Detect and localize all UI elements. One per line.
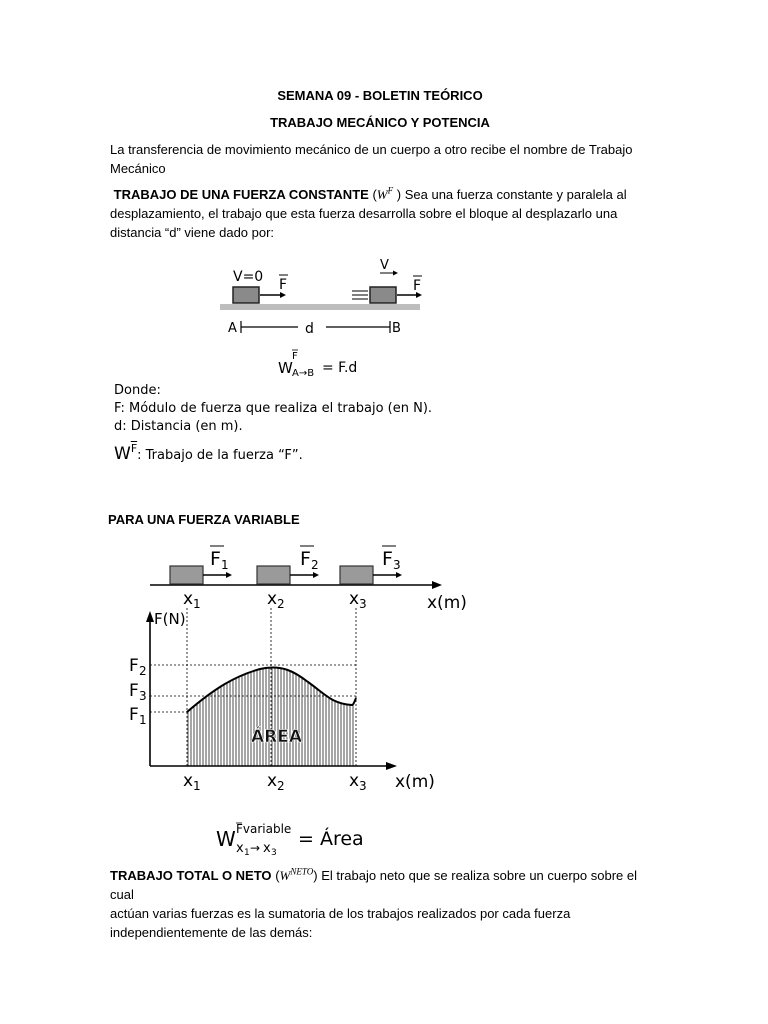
y-f2-sub: 2 — [139, 664, 147, 678]
y-f3-label: F — [129, 681, 139, 701]
v-arrow-head — [393, 271, 398, 276]
document-title: SEMANA 09 - BOLETIN TEÓRICO — [277, 88, 483, 103]
legend-w-sup: F — [130, 442, 138, 455]
constant-force-heading: TRABAJO DE UNA FUERZA CONSTANTE — [113, 187, 369, 202]
constant-force-text-a: Sea una fuerza constante y paralela al — [404, 187, 627, 202]
distance-label: d — [305, 321, 314, 337]
f2-sub: 2 — [311, 558, 319, 572]
arrow-f1-head — [226, 572, 232, 578]
variable-formula-w: W — [216, 827, 236, 851]
legend-w-base: W — [114, 444, 131, 464]
top-x3-sub: 3 — [359, 597, 367, 611]
variable-formula-sub-x1: x — [236, 841, 244, 856]
f2-label: F — [300, 548, 311, 570]
variable-formula-sub-3: 3 — [271, 848, 277, 858]
work-symbol: W — [376, 187, 388, 202]
net-work-text-b: actúan varias fuerzas es la sumatoria de los trabajos realizados por cada fuerza — [110, 906, 571, 921]
y-f3-sub: 3 — [139, 689, 147, 703]
top-x-axis-label: x(m) — [427, 593, 467, 613]
bottom-x-axis-label: x(m) — [395, 772, 435, 792]
bottom-x1-sub: 1 — [193, 779, 201, 793]
f-label-a: F — [279, 277, 288, 293]
track-arrow-head — [432, 581, 442, 589]
top-x2: x — [267, 589, 278, 609]
v-label: V — [380, 258, 389, 273]
legend-w-text: : Trabajo de la fuerza “F”. — [137, 448, 303, 463]
net-open-paren: ( — [275, 868, 280, 883]
y-axis-arrow — [146, 611, 154, 622]
net-work-text-a: El trabajo neto que se realiza sobre un cuerpo sobre el cual — [110, 868, 637, 902]
f3-label: F — [382, 548, 393, 570]
variable-formula-sub-x3: x — [263, 841, 271, 856]
block-x3 — [340, 566, 373, 584]
legend-line-d: d: Distancia (en m). — [114, 419, 243, 434]
net-work-symbol: W — [279, 868, 291, 883]
legend-line-w — [114, 440, 494, 465]
block-x2 — [257, 566, 290, 584]
net-work-heading: TRABAJO TOTAL O NETO — [110, 868, 272, 883]
document-subtitle: TRABAJO MECÁNICO Y POTENCIA — [270, 115, 490, 130]
variable-formula-sup: Fvariable — [236, 822, 292, 836]
arrow-f3-head — [396, 572, 402, 578]
top-x1: x — [183, 589, 194, 609]
y-f1-sub: 1 — [139, 713, 147, 727]
formula-rhs: = F.d — [322, 360, 358, 376]
variable-formula-sub-1: 1 — [244, 848, 250, 858]
constant-force-figure — [220, 255, 440, 380]
constant-force-text-c: distancia “d” viene dado por: — [110, 225, 275, 240]
top-x2-sub: 2 — [277, 597, 285, 611]
v0-label: V=0 — [233, 269, 264, 285]
variable-force-figure — [120, 538, 480, 858]
f3-sub: 3 — [393, 558, 401, 572]
y-f1-label: F — [129, 705, 139, 725]
block-x1 — [170, 566, 203, 584]
symbol-close-paren: ) — [396, 187, 402, 202]
top-x3: x — [349, 589, 360, 609]
force-curve — [187, 667, 356, 712]
bottom-x3: x — [349, 771, 360, 791]
f1-sub: 1 — [221, 558, 229, 572]
variable-formula-arrow: → — [250, 841, 261, 855]
bottom-x2-sub: 2 — [277, 779, 285, 793]
arrow-f2-head — [313, 572, 319, 578]
x-axis-arrow — [386, 762, 397, 770]
legend-donde: Donde: — [114, 383, 161, 398]
block-a — [233, 287, 259, 303]
formula-sub: A→B — [292, 368, 315, 379]
symbol-open-paren: ( — [372, 187, 377, 202]
net-close-paren: ) — [313, 868, 318, 883]
net-work-paragraph — [110, 866, 650, 942]
legend-block — [114, 382, 494, 465]
area-hatching — [188, 658, 353, 768]
variable-formula-rhs: = Área — [298, 828, 364, 850]
bottom-x3-sub: 3 — [359, 779, 367, 793]
legend-line-f: F: Módulo de fuerza que realiza el trabajo (en N). — [114, 401, 433, 416]
point-b-label: B — [392, 321, 401, 336]
f1-label: F — [210, 548, 221, 570]
intro-paragraph: La transferencia de movimiento mecánico de un cuerpo a otro recibe el nombre de Trabajo Mecánico — [110, 142, 633, 176]
top-x1-sub: 1 — [193, 597, 201, 611]
work-symbol-sup: F — [387, 185, 394, 196]
block-b — [370, 287, 396, 303]
ground-surface — [220, 304, 420, 310]
net-work-text-c: independientemente de las demás: — [110, 925, 313, 940]
bottom-x2: x — [267, 771, 278, 791]
constant-force-text-b: desplazamiento, el trabajo que esta fuerza desarrolla sobre el bloque al desplazarlo una — [110, 206, 618, 221]
constant-force-paragraph — [110, 185, 650, 242]
area-label: ÁREA — [251, 727, 303, 747]
f-label-b: F — [413, 278, 422, 294]
variable-force-heading: PARA UNA FUERZA VARIABLE — [108, 512, 300, 527]
point-a-label: A — [228, 321, 237, 336]
y-axis-label: F(N) — [154, 610, 186, 628]
formula-w: W — [278, 359, 293, 377]
net-work-symbol-sup: NETO — [290, 866, 314, 877]
y-f2-label: F — [129, 656, 139, 676]
formula-sup: F — [292, 351, 298, 362]
bottom-x1: x — [183, 771, 194, 791]
